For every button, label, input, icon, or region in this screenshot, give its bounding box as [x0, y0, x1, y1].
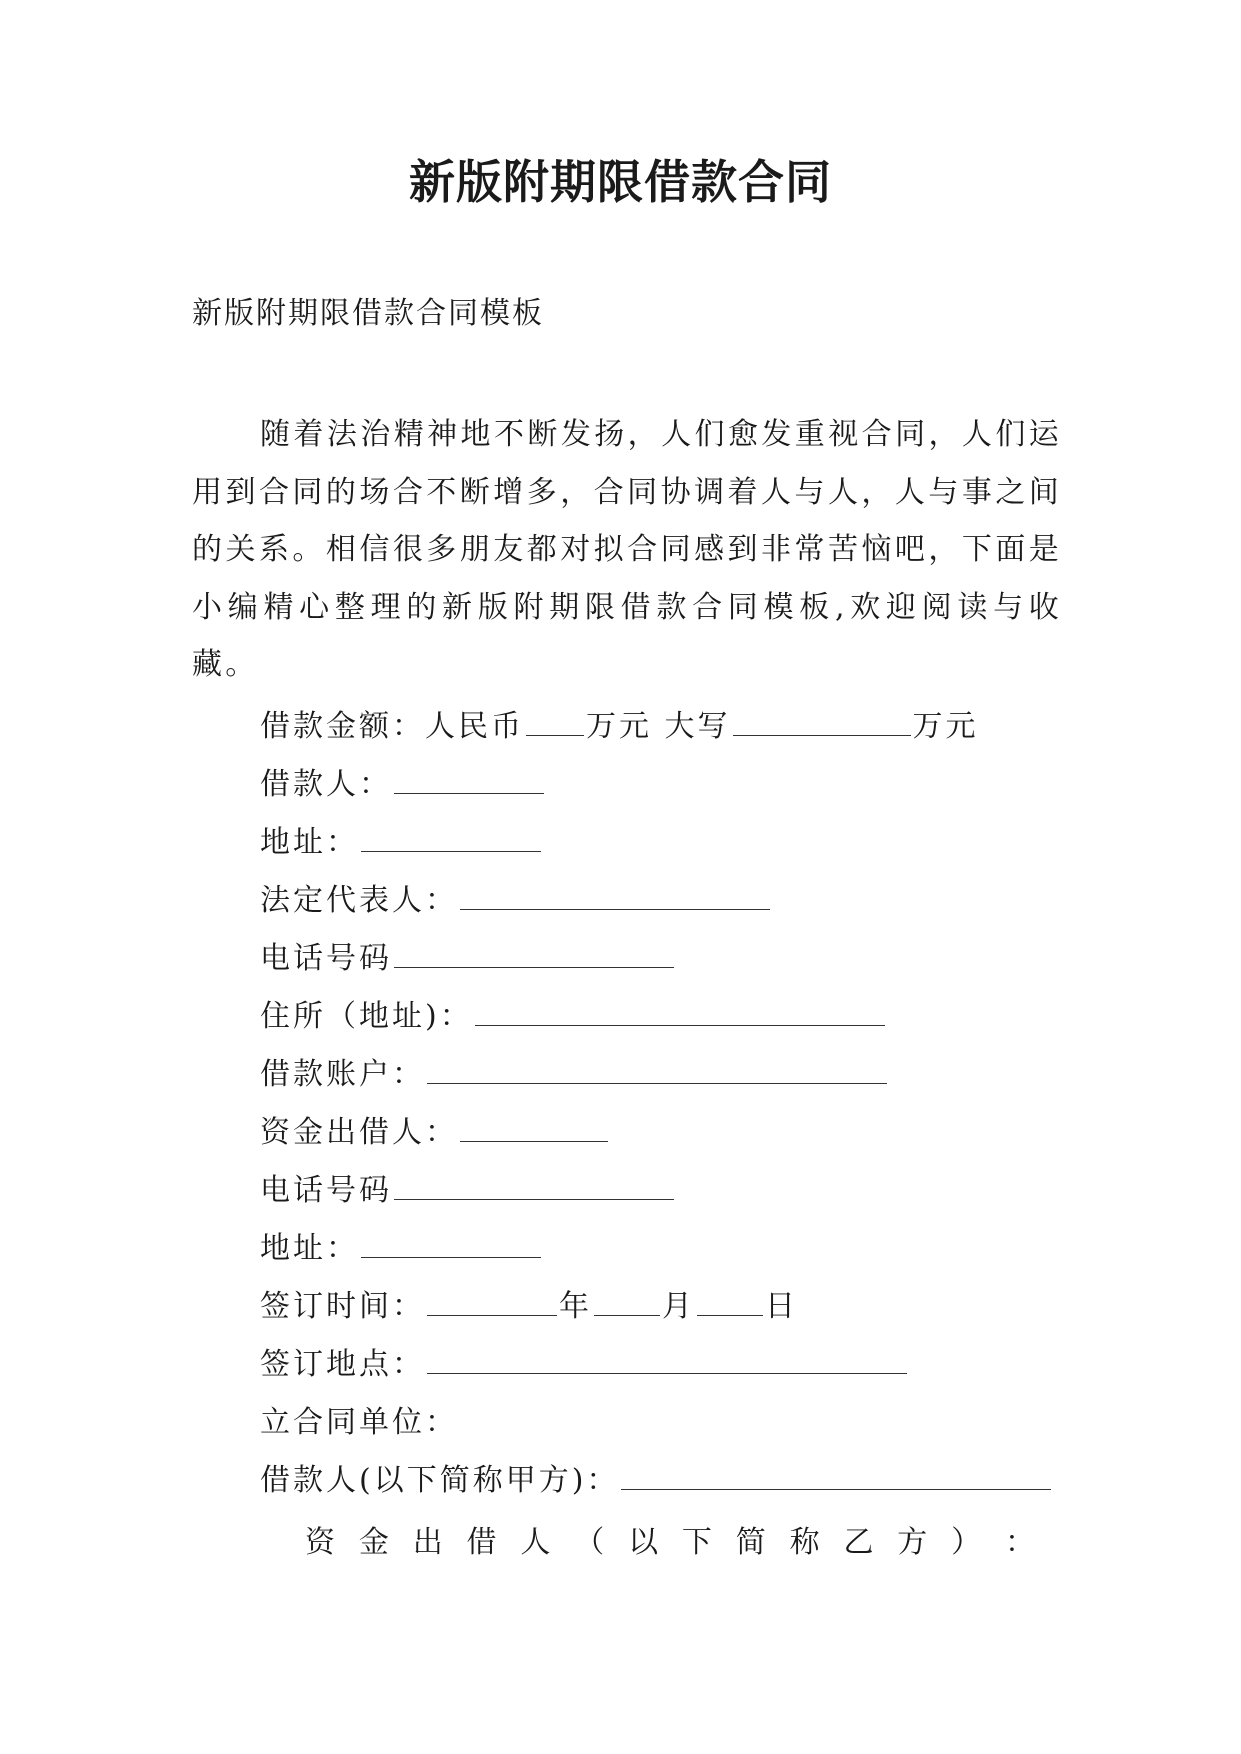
lender-label: 资金出借人： [260, 1115, 458, 1150]
sign-year-blank[interactable] [427, 1285, 557, 1316]
sign-time-label: 签订时间： [260, 1289, 425, 1324]
contract-fields [260, 698, 1070, 1510]
amount-unit: 万元 [586, 709, 652, 744]
borrower-address-label: 地址： [260, 825, 359, 860]
party-a-label: 借款人(以下简称甲方)： [260, 1463, 620, 1498]
field-party-a [260, 1452, 1070, 1510]
party-b-char: 乙 [843, 1525, 874, 1560]
sign-place-blank[interactable] [427, 1343, 907, 1374]
party-b-char: 资 [305, 1525, 335, 1560]
loan-account-blank[interactable] [427, 1053, 887, 1084]
amount-caps-blank[interactable] [733, 705, 911, 736]
day-label: 日 [765, 1289, 798, 1324]
field-residence [260, 988, 1070, 1046]
field-lender [260, 1104, 1070, 1162]
lender-phone-blank[interactable] [394, 1169, 674, 1200]
field-loan-account [260, 1046, 1070, 1104]
party-b-char: 方 [897, 1525, 928, 1560]
residence-blank[interactable] [475, 995, 885, 1026]
party-b-char: 称 [789, 1525, 820, 1560]
field-borrower [260, 756, 1070, 814]
party-b-char: 以 [628, 1525, 659, 1560]
sign-day-blank[interactable] [697, 1285, 763, 1316]
party-b-char: 出 [412, 1525, 443, 1560]
field-party-b [305, 1514, 1035, 1572]
field-lender-phone [260, 1162, 1070, 1220]
sign-month-blank[interactable] [594, 1285, 660, 1316]
month-label: 月 [662, 1289, 695, 1324]
lender-address-blank[interactable] [361, 1227, 541, 1258]
party-b-char: 金 [358, 1525, 389, 1560]
intro-paragraph: 随着法治精神地不断发扬，人们愈发重视合同，人们运用到合同的场合不断增多，合同协调着人与人，人与事之间的关系。相信很多朋友都对拟合同感到非常苦恼吧，下面是小编精心整理的新版附期限借款合同模板,欢迎阅读与收藏。 [192, 417, 1062, 682]
year-label: 年 [559, 1289, 592, 1324]
field-sign-place [260, 1336, 1070, 1394]
field-loan-amount [260, 698, 1070, 756]
parties-label: 立合同单位： [260, 1405, 458, 1440]
field-sign-time [260, 1278, 1070, 1336]
lender-blank[interactable] [460, 1111, 608, 1142]
document-subtitle: 新版附期限借款合同模板 [192, 296, 544, 331]
field-borrower-address [260, 814, 1070, 872]
field-parties [260, 1394, 1070, 1452]
borrower-phone-label: 电话号码 [260, 941, 392, 976]
party-b-char: ） [951, 1525, 982, 1560]
party-b-char: 简 [735, 1525, 766, 1560]
amount-caps-label: 大写 [664, 709, 731, 744]
party-b-char: 下 [681, 1525, 712, 1560]
field-lender-address [260, 1220, 1070, 1278]
legal-rep-label: 法定代表人： [260, 883, 458, 918]
residence-label: 住所（地址)： [260, 999, 473, 1034]
field-legal-rep [260, 872, 1070, 930]
loan-account-label: 借款账户： [260, 1057, 425, 1092]
party-b-char: （ [574, 1525, 605, 1560]
party-b-char: 人 [520, 1525, 551, 1560]
borrower-blank[interactable] [394, 763, 544, 794]
document-title: 新版附期限借款合同 [409, 155, 832, 209]
amount-label: 借款金额：人民币 [260, 709, 524, 744]
amount-blank[interactable] [526, 705, 584, 736]
borrower-phone-blank[interactable] [394, 937, 674, 968]
sign-place-label: 签订地点： [260, 1347, 425, 1382]
field-borrower-phone [260, 930, 1070, 988]
party-b-char: ： [1004, 1525, 1035, 1560]
borrower-address-blank[interactable] [361, 821, 541, 852]
amount-caps-unit: 万元 [912, 709, 979, 744]
party-b-char: 借 [466, 1525, 497, 1560]
party-a-blank[interactable] [621, 1459, 1051, 1490]
lender-address-label: 地址： [260, 1231, 359, 1266]
lender-phone-label: 电话号码 [260, 1173, 392, 1208]
borrower-label: 借款人： [260, 767, 392, 802]
legal-rep-blank[interactable] [460, 879, 770, 910]
